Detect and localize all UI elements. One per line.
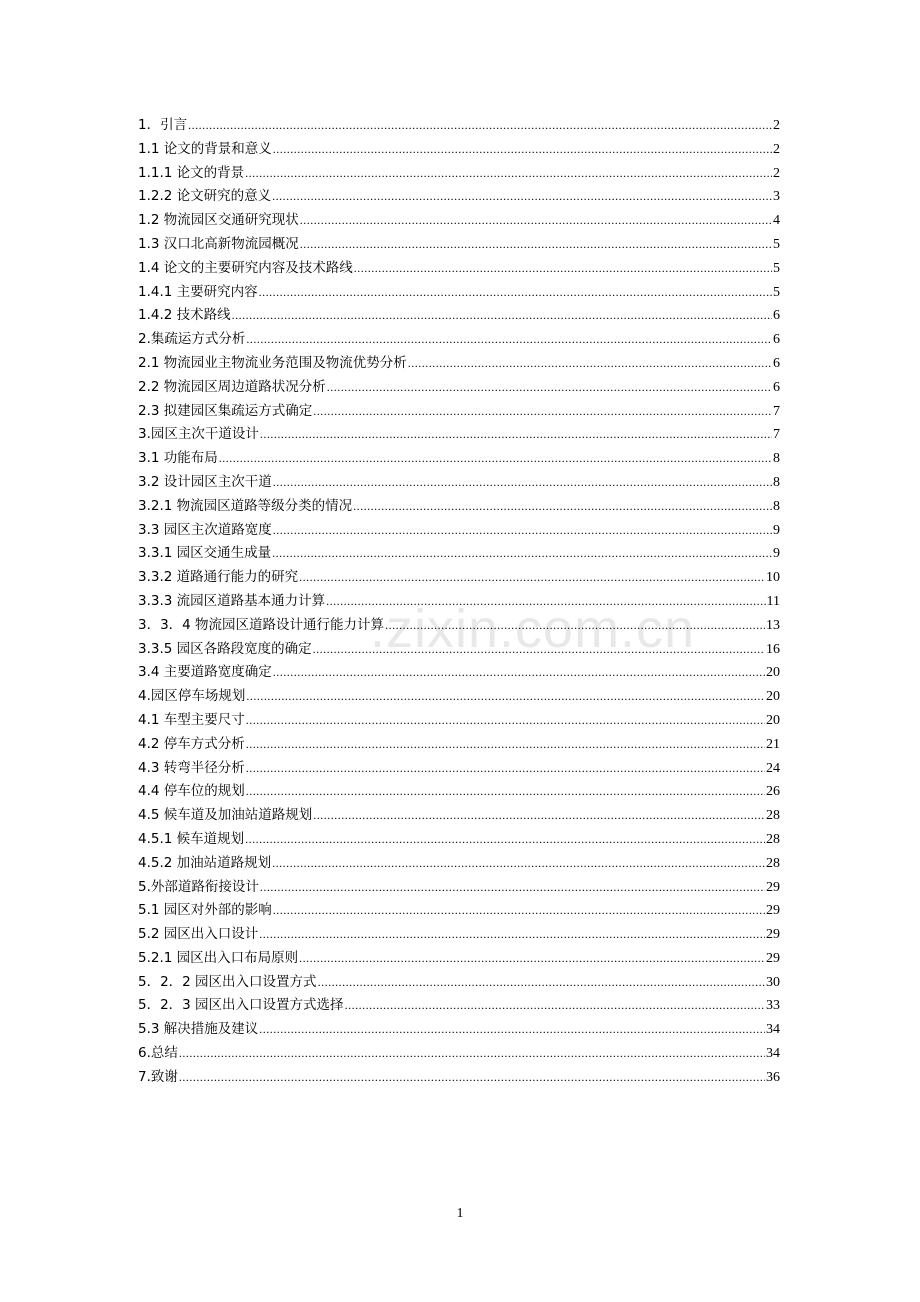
toc-entry[interactable] xyxy=(138,233,780,257)
toc-entry-title: 4.5.2 加油站道路规划 xyxy=(138,854,272,871)
toc-entry-title: 3.3.5 园区各路段宽度的确定 xyxy=(138,640,312,657)
toc-entry-title: 5.2 园区出入口设计 xyxy=(138,926,259,943)
toc-entry-title: 2.3 拟建园区集疏运方式确定 xyxy=(138,402,313,419)
toc-entry-page: 5 xyxy=(773,260,780,276)
toc-entry-page: 2 xyxy=(773,141,780,157)
toc-entry-page: 4 xyxy=(773,213,780,229)
toc-entry[interactable] xyxy=(138,304,780,328)
toc-dot-leader xyxy=(327,376,772,400)
toc-entry-page: 7 xyxy=(773,403,780,419)
toc-entry[interactable] xyxy=(138,400,780,424)
toc-dot-leader xyxy=(273,899,765,923)
toc-dot-leader xyxy=(260,423,772,447)
toc-entry-title: 3.1 功能布局 xyxy=(138,450,218,467)
toc-dot-leader xyxy=(246,709,765,733)
toc-entry-page: 30 xyxy=(766,974,780,990)
toc-entry-title: 5.1 园区对外部的影响 xyxy=(138,902,272,919)
toc-entry-title: 1.2 物流园区交通研究现状 xyxy=(138,212,299,229)
toc-entry-page: 9 xyxy=(773,522,780,538)
toc-entry[interactable] xyxy=(138,590,780,614)
toc-entry-page: 5 xyxy=(773,284,780,300)
toc-dot-leader xyxy=(300,209,772,233)
toc-entry-title: 7.致谢 xyxy=(138,1068,178,1085)
toc-entry-page: 20 xyxy=(766,712,780,728)
toc-entry-title: 3.2.1 物流园区道路等级分类的情况 xyxy=(138,497,353,514)
toc-entry-title: 3.3.1 园区交通生成量 xyxy=(138,545,272,562)
toc-dot-leader xyxy=(245,162,772,186)
toc-entry[interactable] xyxy=(138,899,780,923)
toc-entry[interactable] xyxy=(138,376,780,400)
toc-entry-title: 5.2.1 园区出入口布局原则 xyxy=(138,949,299,966)
toc-entry-title: 3.园区主次干道设计 xyxy=(138,426,259,443)
toc-entry-page: 10 xyxy=(766,570,780,586)
toc-entry[interactable] xyxy=(138,780,780,804)
watermark: .zixin.com.cn xyxy=(370,599,696,659)
toc-entry-page: 26 xyxy=(766,784,780,800)
toc-entry[interactable] xyxy=(138,471,780,495)
toc-entry-title: 3.2 设计园区主次干道 xyxy=(138,473,272,490)
toc-entry[interactable] xyxy=(138,804,780,828)
toc-entry-title: 3.3.2 道路通行能力的研究 xyxy=(138,569,299,586)
toc-entry-page: 29 xyxy=(766,927,780,943)
toc-entry-title: 3.3 园区主次道路宽度 xyxy=(138,521,272,538)
toc-entry-page: 6 xyxy=(773,355,780,371)
toc-entry-page: 36 xyxy=(766,1069,780,1085)
toc-entry-title: 3.4 主要道路宽度确定 xyxy=(138,664,272,681)
toc-entry-title: 3.3.3 流园区道路基本通力计算 xyxy=(138,592,326,609)
toc-dot-leader xyxy=(345,994,765,1018)
toc-entry-page: 6 xyxy=(773,379,780,395)
toc-entry-page: 8 xyxy=(773,498,780,514)
toc-entry-title: 5.3 解决措施及建议 xyxy=(138,1021,259,1038)
toc-entry-page: 28 xyxy=(766,831,780,847)
toc-entry-title: 4.5.1 候车道规划 xyxy=(138,830,245,847)
toc-entry[interactable] xyxy=(138,138,780,162)
toc-dot-leader xyxy=(272,542,772,566)
table-of-contents xyxy=(138,114,780,1090)
toc-entry-title: 4.2 停车方式分析 xyxy=(138,735,245,752)
toc-entry-page: 21 xyxy=(766,736,780,752)
toc-entry[interactable] xyxy=(138,328,780,352)
toc-entry[interactable] xyxy=(138,209,780,233)
toc-dot-leader xyxy=(273,471,772,495)
toc-entry[interactable] xyxy=(138,733,780,757)
toc-dot-leader xyxy=(246,780,765,804)
toc-dot-leader xyxy=(300,233,772,257)
toc-entry[interactable] xyxy=(138,185,780,209)
toc-entry-page: 28 xyxy=(766,855,780,871)
toc-entry[interactable] xyxy=(138,423,780,447)
toc-dot-leader xyxy=(273,661,765,685)
toc-dot-leader xyxy=(272,852,765,876)
toc-entry-page: 20 xyxy=(766,665,780,681)
toc-entry-page: 34 xyxy=(766,1022,780,1038)
toc-entry-page: 9 xyxy=(773,546,780,562)
toc-entry[interactable] xyxy=(138,1018,780,1042)
toc-entry-page: 3 xyxy=(773,189,780,205)
toc-entry-page: 7 xyxy=(773,427,780,443)
toc-dot-leader xyxy=(179,1042,765,1066)
toc-dot-leader xyxy=(354,257,772,281)
toc-dot-leader xyxy=(259,923,765,947)
toc-entry[interactable] xyxy=(138,876,780,900)
toc-entry-page: 29 xyxy=(766,950,780,966)
toc-entry[interactable] xyxy=(138,828,780,852)
toc-entry-page: 8 xyxy=(773,451,780,467)
toc-entry-page: 6 xyxy=(773,308,780,324)
toc-entry[interactable] xyxy=(138,566,780,590)
toc-entry[interactable] xyxy=(138,257,780,281)
toc-entry[interactable] xyxy=(138,281,780,305)
toc-entry[interactable] xyxy=(138,994,780,1018)
toc-entry-page: 20 xyxy=(766,689,780,705)
toc-dot-leader xyxy=(246,757,765,781)
page-number: 1 xyxy=(456,1206,464,1221)
toc-entry-page: 28 xyxy=(766,808,780,824)
toc-entry-title: 1.1.1 论文的背景 xyxy=(138,164,245,181)
toc-entry[interactable] xyxy=(138,162,780,186)
toc-entry[interactable] xyxy=(138,923,780,947)
toc-entry-title: 2.1 物流园业主物流业务范围及物流优势分析 xyxy=(138,354,407,371)
toc-entry-page: 8 xyxy=(773,474,780,490)
toc-dot-leader xyxy=(232,304,772,328)
toc-entry-page: 29 xyxy=(766,903,780,919)
toc-entry[interactable] xyxy=(138,447,780,471)
toc-entry[interactable] xyxy=(138,1042,780,1066)
toc-entry-title: 4.3 转弯半径分析 xyxy=(138,759,245,776)
toc-dot-leader xyxy=(260,876,765,900)
toc-entry-page: 29 xyxy=(766,879,780,895)
toc-dot-leader xyxy=(246,733,765,757)
toc-dot-leader xyxy=(273,138,772,162)
toc-entry[interactable] xyxy=(138,947,780,971)
toc-dot-leader xyxy=(246,685,765,709)
toc-entry-page: 2 xyxy=(773,165,780,181)
toc-entry-title: 1.4.2 技术路线 xyxy=(138,307,231,324)
toc-entry-title: 1.4 论文的主要研究内容及技术路线 xyxy=(138,259,353,276)
toc-dot-leader xyxy=(326,590,765,614)
toc-entry-title: 4.1 车型主要尺寸 xyxy=(138,711,245,728)
toc-entry-title: 1.3 汉口北高新物流园概况 xyxy=(138,235,299,252)
toc-entry-title: 4.园区停车场规划 xyxy=(138,688,246,705)
toc-entry-page: 5 xyxy=(773,236,780,252)
toc-entry-title: 4.4 停车位的规划 xyxy=(138,783,245,800)
toc-dot-leader xyxy=(259,281,772,305)
toc-entry-title: 5．2．3 园区出入口设置方式选择 xyxy=(138,997,344,1014)
toc-entry-page: 34 xyxy=(766,1046,780,1062)
toc-dot-leader xyxy=(299,947,765,971)
toc-entry-page: 16 xyxy=(766,641,780,657)
toc-entry-title: 3．3．4 物流园区道路设计通行能力计算 xyxy=(138,616,385,633)
toc-dot-leader xyxy=(245,828,765,852)
toc-entry[interactable] xyxy=(138,114,780,138)
toc-dot-leader xyxy=(259,1018,765,1042)
toc-entry[interactable] xyxy=(138,709,780,733)
toc-entry-title: 2.2 物流园区周边道路状况分析 xyxy=(138,378,326,395)
toc-entry-title: 2.集疏运方式分析 xyxy=(138,331,246,348)
toc-entry-title: 4.5 候车道及加油站道路规划 xyxy=(138,807,313,824)
toc-entry[interactable] xyxy=(138,685,780,709)
toc-dot-leader xyxy=(385,614,765,638)
toc-entry-page: 11 xyxy=(766,593,780,609)
toc-dot-leader xyxy=(188,114,772,138)
toc-entry-title: 6.总结 xyxy=(138,1045,178,1062)
toc-entry[interactable] xyxy=(138,352,780,376)
toc-entry[interactable] xyxy=(138,519,780,543)
toc-entry[interactable] xyxy=(138,638,780,662)
toc-dot-leader xyxy=(299,566,765,590)
toc-dot-leader xyxy=(353,495,772,519)
toc-dot-leader xyxy=(313,400,772,424)
toc-entry-page: 33 xyxy=(766,998,780,1014)
toc-entry[interactable] xyxy=(138,971,780,995)
toc-dot-leader xyxy=(313,638,765,662)
toc-entry-page: 2 xyxy=(773,118,780,133)
toc-entry-title: 1.4.1 主要研究内容 xyxy=(138,283,258,300)
toc-dot-leader xyxy=(179,1066,765,1090)
toc-entry-page: 13 xyxy=(766,617,780,633)
toc-dot-leader xyxy=(272,185,772,209)
toc-entry[interactable] xyxy=(138,495,780,519)
toc-entry[interactable] xyxy=(138,661,780,685)
toc-entry-title: 1．引言 xyxy=(138,117,188,133)
toc-dot-leader xyxy=(273,519,772,543)
toc-dot-leader xyxy=(219,447,772,471)
toc-entry-page: 6 xyxy=(773,332,780,348)
toc-entry-title: 1.2.2 论文研究的意义 xyxy=(138,188,272,205)
toc-dot-leader xyxy=(246,328,772,352)
toc-entry[interactable] xyxy=(138,614,780,638)
toc-entry-title: 5.外部道路衔接设计 xyxy=(138,878,259,895)
toc-dot-leader xyxy=(318,971,765,995)
toc-entry[interactable] xyxy=(138,852,780,876)
toc-dot-leader xyxy=(313,804,765,828)
toc-dot-leader xyxy=(408,352,772,376)
toc-entry-page: 24 xyxy=(766,760,780,776)
toc-entry[interactable] xyxy=(138,1066,780,1090)
toc-entry-title: 1.1 论文的背景和意义 xyxy=(138,140,272,157)
toc-entry[interactable] xyxy=(138,757,780,781)
toc-entry[interactable] xyxy=(138,542,780,566)
toc-entry-title: 5．2．2 园区出入口设置方式 xyxy=(138,973,317,990)
